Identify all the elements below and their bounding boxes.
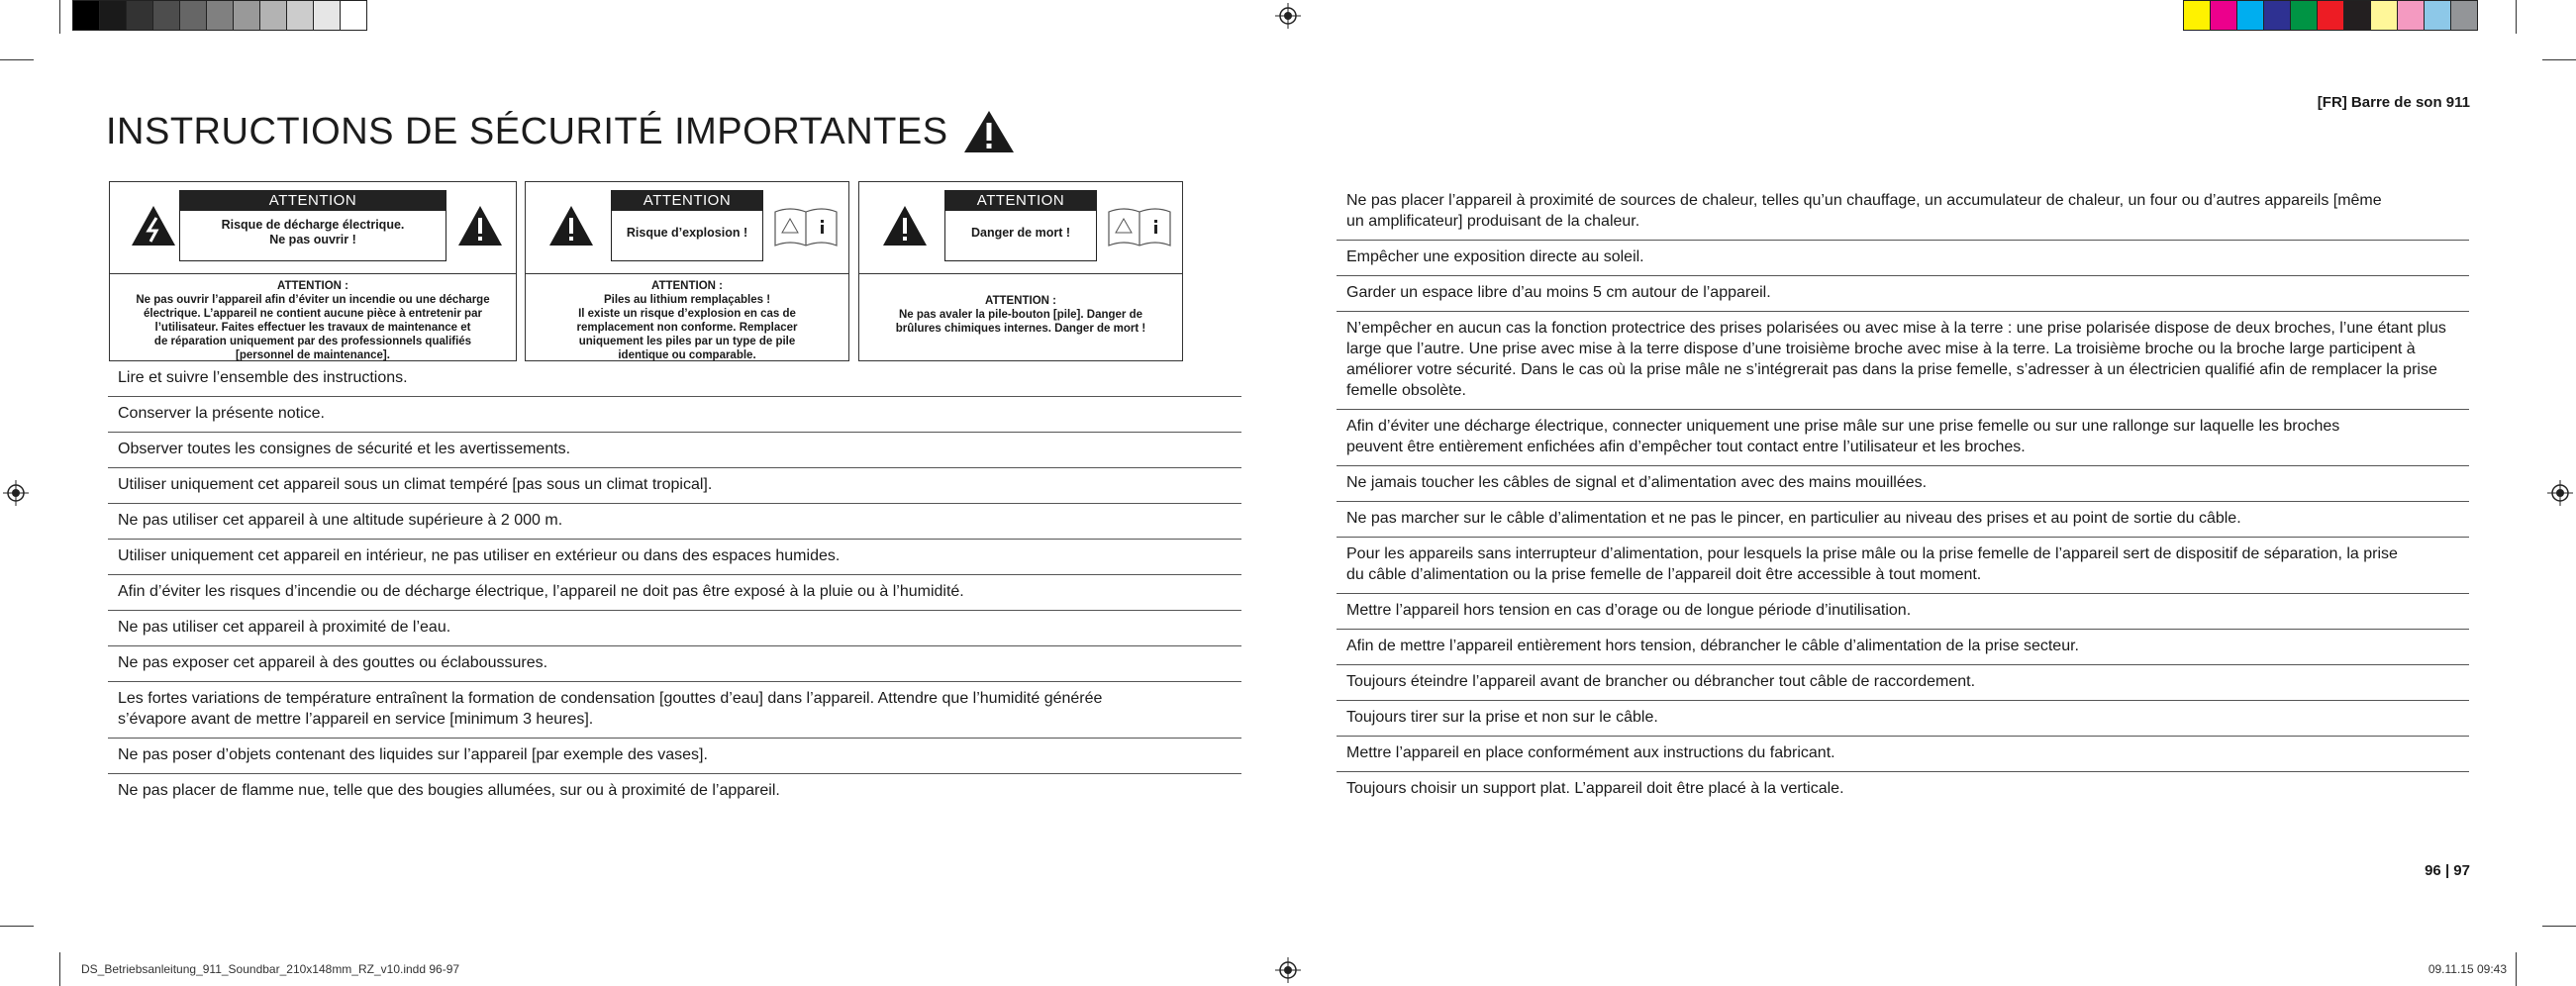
warning-line: ATTENTION : bbox=[985, 295, 1056, 307]
list-item: Garder un espace libre d’au moins 5 cm autour de l’appareil. bbox=[1337, 276, 2469, 312]
read-manual-icon bbox=[773, 206, 839, 247]
list-item: Pour les appareils sans interrupteur d’alimentation, pour lesquels la prise mâle ou la prise femelle de l’appareil sert de dispositif de séparation, la prise du câble d’alimentation ou la prise femelle de l’appareil doit être accessible à tout moment. bbox=[1337, 538, 2469, 594]
list-item: Ne pas placer l’appareil à proximité de sources de chaleur, telles qu’un chauffage, un accumulateur de chaleur, un four ou d’autres appareils [même un amplificateur] produisant de la chaleur. bbox=[1337, 184, 2469, 241]
warning-triangle-icon bbox=[962, 109, 1016, 154]
warning-box-top bbox=[110, 182, 516, 274]
page-title bbox=[106, 109, 1016, 154]
warning-box-text bbox=[859, 274, 1182, 336]
warning-line: Piles au lithium remplaçables ! bbox=[603, 294, 771, 306]
list-item: Les fortes variations de température entraînent la formation de condensation [gouttes d’eau] dans l’appareil. Attendre que l’humidité générée s’évapore avant de mettre l’appareil en service [minimum 3 heures]. bbox=[108, 682, 1241, 739]
warning-box-text bbox=[526, 274, 848, 362]
color-swatch bbox=[179, 0, 207, 31]
color-swatch bbox=[99, 0, 127, 31]
color-swatch bbox=[2397, 0, 2425, 31]
list-item: Ne pas exposer cet appareil à des gouttes ou éclaboussures. bbox=[108, 646, 1241, 682]
list-item: Utiliser uniquement cet appareil en intérieur, ne pas utiliser en extérieur ou dans des espaces humides. bbox=[108, 540, 1241, 575]
list-item: Conserver la présente notice. bbox=[108, 397, 1241, 433]
attention-label-text bbox=[612, 211, 762, 241]
crop-mark bbox=[2542, 926, 2576, 927]
list-item: Ne pas utiliser cet appareil à une altitude supérieure à 2 000 m. bbox=[108, 504, 1241, 540]
list-item: Ne pas utiliser cet appareil à proximité de l’eau. bbox=[108, 611, 1241, 646]
attention-label-text bbox=[945, 211, 1096, 241]
color-swatch bbox=[259, 0, 287, 31]
list-item: Ne jamais toucher les câbles de signal et d’alimentation avec des mains mouillées. bbox=[1337, 466, 2469, 502]
label-line: Risque de décharge électrique. bbox=[221, 218, 405, 232]
crop-mark bbox=[2516, 0, 2517, 34]
list-item: Afin de mettre l’appareil entièrement hors tension, débrancher le câble d’alimentation de la prise secteur. bbox=[1337, 630, 2469, 665]
color-swatch bbox=[340, 0, 367, 31]
color-swatch bbox=[2183, 0, 2211, 31]
warning-box-explosion bbox=[525, 181, 849, 361]
safety-list-left bbox=[108, 361, 1241, 809]
registration-mark-icon bbox=[1275, 957, 1301, 983]
color-swatch bbox=[2290, 0, 2318, 31]
warning-line: identique ou comparable. bbox=[618, 349, 756, 361]
list-item: Toujours choisir un support plat. L’appareil doit être placé à la verticale. bbox=[1346, 780, 1844, 797]
crop-mark bbox=[0, 59, 34, 60]
list-item: Afin d’éviter une décharge électrique, connecter uniquement une prise mâle sur une prise femelle ou sur une rallonge sur laquelle les broches peuvent être entièrement enfichées afin d’empêcher tout contact entre l’utilisateur et les broches. bbox=[1337, 410, 2469, 466]
list-item: Observer toutes les consignes de sécurité et les avertissements. bbox=[108, 433, 1241, 468]
color-swatch bbox=[2450, 0, 2478, 31]
greyscale-bar bbox=[72, 0, 366, 31]
registration-mark-icon bbox=[2547, 480, 2573, 506]
list-item: Toujours éteindre l’appareil avant de brancher ou débrancher tout câble de raccordement. bbox=[1337, 665, 2469, 701]
crop-mark bbox=[2542, 59, 2576, 60]
warning-line: Il existe un risque d’explosion en cas de bbox=[578, 308, 796, 320]
warning-box-top bbox=[526, 182, 848, 274]
attention-label bbox=[944, 190, 1097, 261]
crop-mark bbox=[0, 926, 34, 927]
crop-mark bbox=[59, 0, 60, 34]
color-bar bbox=[2183, 0, 2477, 31]
warning-line: Ne pas ouvrir l’appareil afin d’éviter un incendie ou une décharge bbox=[136, 294, 490, 306]
list-item: Utiliser uniquement cet appareil sous un climat tempéré [pas sous un climat tropical]. bbox=[108, 468, 1241, 504]
attention-label-text bbox=[180, 211, 446, 247]
warning-line: de réparation uniquement par des professionnels qualifiés bbox=[153, 336, 472, 347]
label-line: Ne pas ouvrir ! bbox=[269, 233, 356, 246]
attention-label-head: ATTENTION bbox=[180, 191, 446, 211]
attention-label bbox=[179, 190, 446, 261]
warning-line: brûlures chimiques internes. Danger de mort ! bbox=[895, 323, 1146, 335]
crop-mark bbox=[2516, 952, 2517, 986]
attention-label bbox=[611, 190, 763, 261]
color-swatch bbox=[2236, 0, 2264, 31]
slug-date: 09.11.15 09:43 bbox=[2427, 962, 2507, 976]
color-swatch bbox=[2317, 0, 2344, 31]
list-item: Ne pas placer de flamme nue, telle que des bougies allumées, sur ou à proximité de l’appareil. bbox=[118, 782, 780, 799]
warning-line: l’utilisateur. Faites effectuer les travaux de maintenance et bbox=[154, 322, 471, 334]
registration-mark-icon bbox=[3, 480, 29, 506]
color-swatch bbox=[126, 0, 153, 31]
color-swatch bbox=[2210, 0, 2237, 31]
list-item: Ne pas poser d’objets contenant des liquides sur l’appareil [par exemple des vases]. bbox=[108, 739, 1241, 774]
color-swatch bbox=[2263, 0, 2291, 31]
color-swatch bbox=[152, 0, 180, 31]
exclamation-triangle-icon bbox=[547, 204, 595, 247]
running-head: [FR] Barre de son 911 bbox=[2317, 94, 2470, 111]
warning-line: Ne pas avaler la pile-bouton [pile]. Danger de bbox=[898, 309, 1143, 321]
list-item: Toujours tirer sur la prise et non sur le câble. bbox=[1337, 701, 2469, 737]
color-swatch bbox=[206, 0, 234, 31]
color-swatch bbox=[72, 0, 100, 31]
warning-line: électrique. L’appareil ne contient aucune pièce à entretenir par bbox=[144, 308, 482, 320]
color-swatch bbox=[2370, 0, 2398, 31]
warning-box-danger bbox=[858, 181, 1183, 361]
color-swatch bbox=[233, 0, 260, 31]
warning-box-text bbox=[110, 274, 516, 362]
warning-line: ATTENTION : bbox=[277, 280, 348, 292]
label-line: Risque d’explosion ! bbox=[626, 226, 748, 240]
list-item: Empêcher une exposition directe au soleil. bbox=[1337, 241, 2469, 276]
exclamation-triangle-icon bbox=[456, 204, 504, 247]
attention-label-head: ATTENTION bbox=[612, 191, 762, 211]
warning-line: ATTENTION : bbox=[651, 280, 723, 292]
list-item: Mettre l’appareil hors tension en cas d’orage ou de longue période d’inutilisation. bbox=[1337, 594, 2469, 630]
safety-list-right bbox=[1337, 184, 2469, 807]
list-item: Mettre l’appareil en place conformément aux instructions du fabricant. bbox=[1337, 737, 2469, 772]
slug-filename: DS_Betriebsanleitung_911_Soundbar_210x148mm_RZ_v10.indd 96-97 bbox=[81, 962, 460, 976]
list-item: Afin d’éviter les risques d’incendie ou de décharge électrique, l’appareil ne doit pas être exposé à la pluie ou à l’humidité. bbox=[108, 575, 1241, 611]
color-swatch bbox=[313, 0, 341, 31]
read-manual-icon bbox=[1107, 206, 1172, 247]
warning-box-top bbox=[859, 182, 1182, 274]
exclamation-triangle-icon bbox=[881, 204, 929, 247]
warning-box-electric bbox=[109, 181, 517, 361]
list-item: Ne pas marcher sur le câble d’alimentation et ne pas le pincer, en particulier au niveau des prises et au point de sortie du câble. bbox=[1337, 502, 2469, 538]
crop-mark bbox=[59, 952, 60, 986]
warning-line: remplacement non conforme. Remplacer bbox=[576, 322, 798, 334]
page-title-text: INSTRUCTIONS DE SÉCURITÉ IMPORTANTES bbox=[106, 110, 948, 152]
label-line: Danger de mort ! bbox=[970, 226, 1070, 240]
attention-label-head: ATTENTION bbox=[945, 191, 1096, 211]
warning-line: uniquement les piles par un type de pile bbox=[578, 336, 796, 347]
color-swatch bbox=[2424, 0, 2451, 31]
page-numbers: 96 | 97 bbox=[2425, 862, 2470, 879]
color-swatch bbox=[286, 0, 314, 31]
color-swatch bbox=[2343, 0, 2371, 31]
list-item: Lire et suivre l’ensemble des instructions. bbox=[108, 361, 1241, 397]
warning-line: [personnel de maintenance]. bbox=[236, 349, 390, 361]
registration-mark-icon bbox=[1275, 3, 1301, 29]
list-item: N’empêcher en aucun cas la fonction protectrice des prises polarisées ou avec mise à la terre : une prise polarisée dispose de deux broches, l’une étant plus large que l’autre. Une prise avec mise à la terre dispose d’une troisième broche avec mise à la terre. La troisième broche ou la broche large participent à améliorer votre sécurité. Dans le cas où la prise mâle ne s’intégrerait pas dans la prise femelle, s’adresser à un électricien qualifié afin de remplacer la prise femelle obsolète. bbox=[1337, 312, 2469, 410]
electric-shock-triangle-icon bbox=[130, 204, 177, 247]
